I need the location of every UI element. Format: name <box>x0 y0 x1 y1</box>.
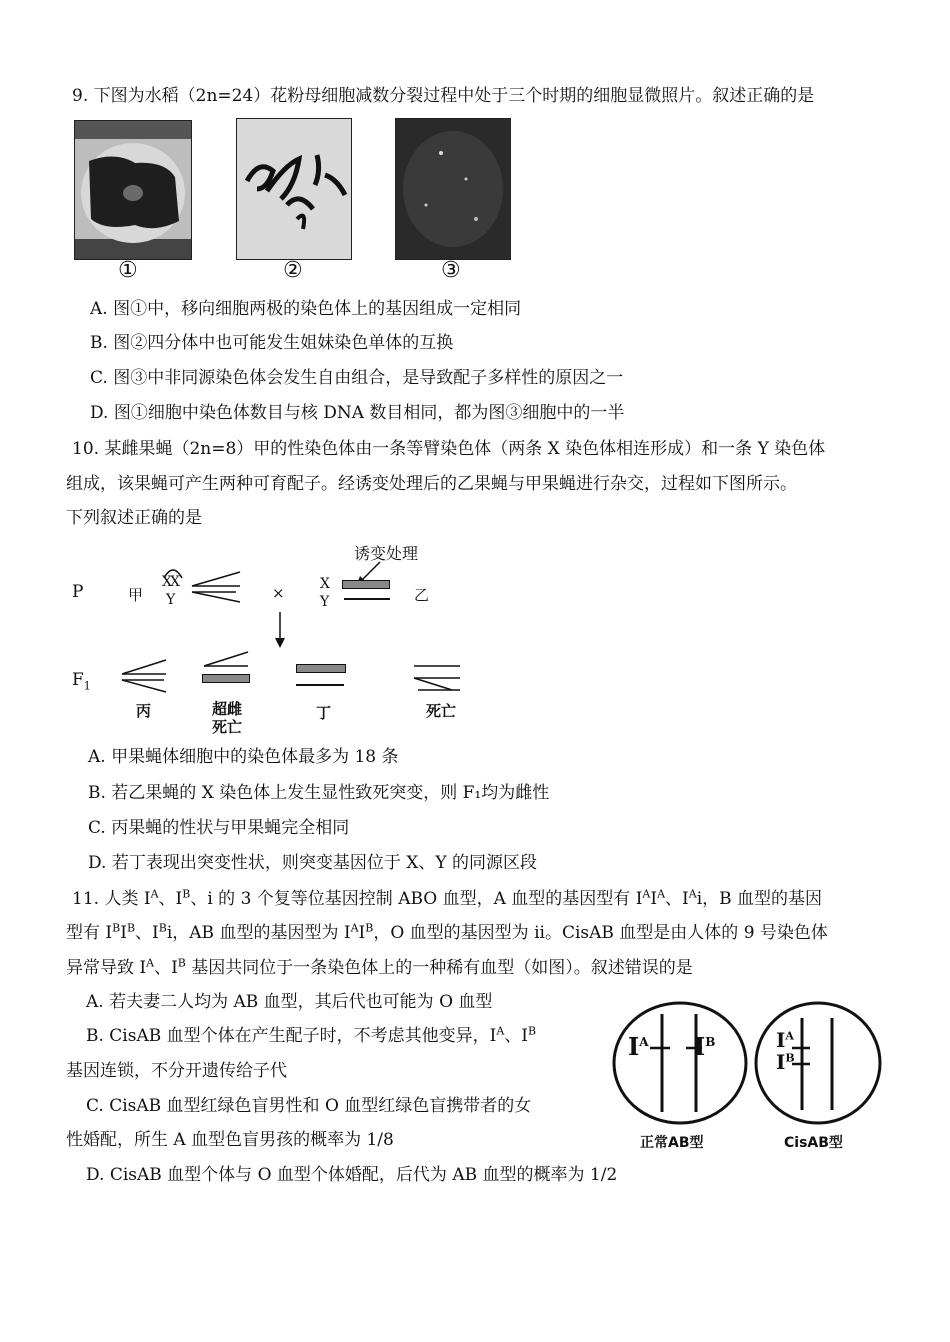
q10-option-c[interactable]: C. 丙果蝇的性状与甲果蝇完全相同 <box>88 818 350 838</box>
offspring-dead-label: 死亡 <box>426 702 457 720</box>
offspring-bing-chromosomes <box>118 658 172 694</box>
normal-ab-gene-ia: $I^A$ <box>628 1032 649 1061</box>
cis-ab-cell <box>752 1000 884 1126</box>
q11-stem-line-3: 异常导致 $I^A$、$I^B$ 基因共同位于一条染色体上的一种稀有血型（如图）。叙述错误的是 <box>66 956 693 978</box>
offspring-bing-label: 丙 <box>136 702 152 720</box>
offspring-superfemale-label: 超雌 <box>212 700 243 718</box>
yi-x-chromosome <box>342 580 390 589</box>
yi-label: 乙 <box>414 586 430 604</box>
q11-option-a[interactable]: A. 若夫妻二人均为 AB 血型，其后代也可能为 O 血型 <box>86 992 493 1012</box>
q10-stem-line-3: 下列叙述正确的是 <box>66 508 202 528</box>
q11-option-c-line-1[interactable]: C. CisAB 血型红绿色盲男性和 O 血型红绿色盲携带者的女 <box>86 1096 532 1116</box>
q9-option-d[interactable]: D. 图①细胞中染色体数目与核 DNA 数目相同，都为图③细胞中的一半 <box>90 403 625 423</box>
offspring-ding-label: 丁 <box>316 704 332 722</box>
q9-option-c[interactable]: C. 图③中非同源染色体会发生自由组合，是导致配子多样性的原因之一 <box>90 368 624 388</box>
offspring-superfemale-mutant-x <box>202 674 250 683</box>
jia-chromosomes <box>188 568 248 604</box>
jia-y-label: Y <box>166 592 176 608</box>
f1-generation-label: $F_1$ <box>72 670 91 693</box>
offspring-superfemale-death-label: 死亡 <box>212 718 243 736</box>
q11-stem-line-2: 型有 $I^BI^B$、$I^Bi$，AB 血型的基因型为 $I^AI^B$，O 血型的基因型为 ii。CisAB 血型是由人体的 9 号染色体 <box>66 921 828 943</box>
micrograph-2 <box>236 118 352 260</box>
attached-x-loop <box>158 566 188 580</box>
normal-ab-cell <box>610 1000 750 1126</box>
q9-option-b[interactable]: B. 图②四分体中也可能发生姐妹染色单体的互换 <box>90 333 454 353</box>
normal-ab-gene-ib: $I^B$ <box>694 1032 716 1061</box>
q11-option-d[interactable]: D. CisAB 血型个体与 O 血型个体婚配，后代为 AB 血型的概率为 1/2 <box>86 1165 618 1185</box>
offspring-superfemale-xx <box>200 650 254 672</box>
cross-arrow <box>270 612 290 648</box>
offspring-ding-mutant-x <box>296 664 346 673</box>
offspring-dead-yy <box>408 662 464 696</box>
q10-stem-line-1: 10. 某雌果蝇（2n=8）甲的性染色体由一条等臂染色体（两条 X 染色体相连形成）和一条 Y 染色体 <box>72 439 826 459</box>
q11-option-b-line-1[interactable]: B. CisAB 血型个体在产生配子时，不考虑其他变异，$I^A$、$I^B$ <box>86 1024 537 1046</box>
cis-ab-gene-ia: $I^A$ <box>776 1028 794 1052</box>
q10-option-d[interactable]: D. 若丁表现出突变性状，则突变基因位于 X、Y 的同源区段 <box>88 853 537 873</box>
offspring-ding-y <box>296 684 344 686</box>
p-generation-label: P <box>72 582 84 602</box>
photo-caption-3: ③ <box>441 258 461 283</box>
q10-option-b[interactable]: B. 若乙果蝇的 X 染色体上发生显性致死突变，则 F₁均为雌性 <box>88 783 550 803</box>
normal-ab-label: 正常AB型 <box>640 1135 704 1151</box>
micrograph-1 <box>74 120 192 260</box>
q10-option-a[interactable]: A. 甲果蝇体细胞中的染色体最多为 18 条 <box>88 747 399 767</box>
q11-option-b-line-2[interactable]: 基因连锁，不分开遗传给子代 <box>66 1061 287 1081</box>
yi-x-label: X <box>320 576 330 592</box>
photo-caption-1: ① <box>118 258 138 283</box>
q11-option-c-line-2[interactable]: 性婚配，所生 A 血型色盲男孩的概率为 1/8 <box>66 1130 394 1150</box>
photo-caption-2: ② <box>283 258 303 283</box>
cis-ab-gene-ib: $I^B$ <box>776 1050 795 1074</box>
yi-y-label: Y <box>320 594 330 610</box>
cross-sign: × <box>272 584 285 602</box>
q9-stem: 9. 下图为水稻（2n=24）花粉母细胞减数分裂过程中处于三个时期的细胞显微照片。叙述正确的是 <box>72 86 815 106</box>
jia-xx-label: XX <box>162 574 178 590</box>
jia-label: 甲 <box>128 586 144 604</box>
mutagen-label: 诱变处理 <box>354 544 419 563</box>
q11-stem-line-1: 11. 人类 $I^A$、$I^B$、i 的 3 个复等位基因控制 ABO 血型，A 血型的基因型有 $I^AI^A$、$I^Ai$，B 血型的基因 <box>72 887 823 909</box>
cis-ab-label: CisAB型 <box>784 1135 843 1151</box>
micrograph-3 <box>395 118 511 260</box>
yi-y-chromosome <box>344 598 390 600</box>
q10-stem-line-2: 组成，该果蝇可产生两种可育配子。经诱变处理后的乙果蝇与甲果蝇进行杂交，过程如下图所示。 <box>66 474 797 494</box>
q9-option-a[interactable]: A. 图①中，移向细胞两极的染色体上的基因组成一定相同 <box>90 299 522 319</box>
